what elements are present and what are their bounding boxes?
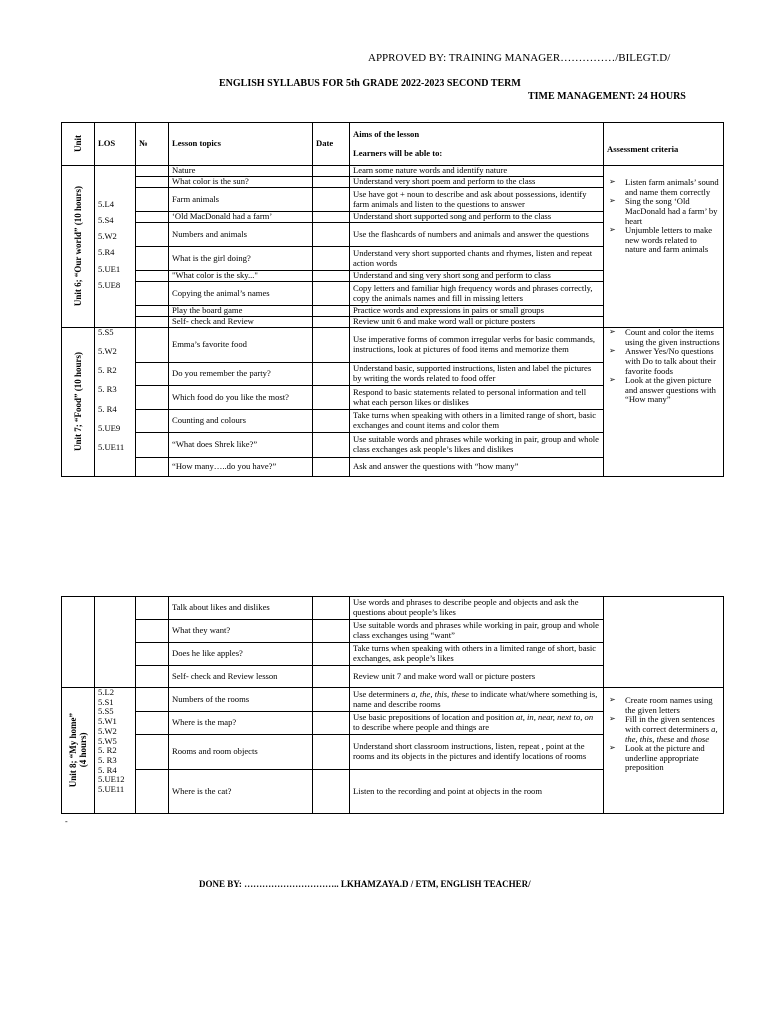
number-cell <box>136 247 169 271</box>
date-cell <box>313 386 350 410</box>
lesson-topic: Farm animals <box>169 188 313 212</box>
lesson-aim: Understand very short poem and perform to the class <box>350 177 604 188</box>
lesson-aim: Respond to basic statements related to personal information and tell what each person likes or dislikes <box>350 386 604 410</box>
header-date: Date <box>313 123 350 166</box>
los-code: 5. R2 <box>98 365 117 376</box>
number-cell <box>136 282 169 306</box>
unit8-row <box>62 688 724 712</box>
date-cell <box>313 620 350 643</box>
unit8-label-hours: (4 hours) <box>78 733 88 768</box>
assessment-item: ➢ Listen farm animals’ sound and name them correctly <box>625 178 720 197</box>
unit7-label-cell <box>62 328 95 477</box>
number-cell <box>136 735 169 770</box>
unit7-assessment <box>604 328 724 477</box>
los-code: 5. R4 <box>98 403 117 414</box>
number-cell <box>136 223 169 247</box>
syllabus-table-page-part-1 <box>61 122 724 477</box>
lesson-topic: “How many…..do you have?” <box>169 458 313 477</box>
document-title: ENGLISH SYLLABUS FOR 5th GRADE 2022-2023 SECOND TERM <box>219 78 521 89</box>
assessment-item: ➢ Sing the song ‘Old MacDonald had a farm’ by heart <box>625 197 720 226</box>
los-code: 5. R3 <box>98 754 117 765</box>
date-cell <box>313 643 350 666</box>
lesson-aim <box>350 712 604 735</box>
unit6-los-cell <box>95 166 136 328</box>
lesson-topic: Copying the animal’s names <box>169 282 313 306</box>
unit7-continued-row <box>62 597 724 620</box>
unit7-label: Unit 7; “Food” (10 hours) <box>72 352 83 452</box>
assessment-text: Fill in the given sentences with correct determiners <box>625 714 715 734</box>
date-cell <box>313 212 350 223</box>
approval-line: APPROVED BY: TRAINING MANAGER……………/BILEGT.D/ <box>368 52 671 64</box>
table-header-row <box>62 123 724 166</box>
date-cell <box>313 223 350 247</box>
lesson-topic: Counting and colours <box>169 410 313 433</box>
date-cell <box>313 328 350 363</box>
number-cell <box>136 188 169 212</box>
unit8-rows <box>62 688 724 814</box>
unit8-label-title: Unit 8; “My home” <box>67 713 78 788</box>
number-cell <box>136 363 169 386</box>
unit6-label: Unit 6; “Our world” (10 hours) <box>72 186 83 307</box>
lesson-aim: Take turns when speaking with others in a limited range of short, basic exchanges and count items and color them <box>350 410 604 433</box>
unit8-label-cell <box>62 688 95 814</box>
lesson-aim: Understand very short supported chants and rhymes, listen and repeat action words <box>350 247 604 271</box>
lesson-aim: Use the flashcards of numbers and animals and answer the questions <box>350 223 604 247</box>
header-aims: Aims of the lesson Learners will be able to: <box>350 123 604 166</box>
unit7-rows <box>62 328 724 477</box>
los-code: 5.W1 <box>98 716 117 727</box>
number-cell <box>136 271 169 282</box>
lesson-topic: Self- check and Review <box>169 317 313 328</box>
assessment-emphasis: a, the, this, these <box>625 723 718 744</box>
lesson-topic: Rooms and room objects <box>169 735 313 770</box>
assessment-item: ➢ Look at the picture and underline appropriate preposition <box>625 744 720 773</box>
number-cell <box>136 458 169 477</box>
number-cell <box>136 620 169 643</box>
assessment-list <box>607 178 720 255</box>
lesson-aim: Use suitable words and phrases while working in pair, group and whole class exchanges ask people’s likes and dislikes <box>350 433 604 458</box>
los-code: 5.S5 <box>98 706 114 717</box>
lesson-topic: "What color is the sky..." <box>169 271 313 282</box>
assessment-item: ➢ Create room names using the given letters <box>625 696 720 715</box>
number-cell <box>136 317 169 328</box>
lesson-aim: Learn some nature words and identify nature <box>350 166 604 177</box>
number-cell <box>136 306 169 317</box>
los-code: 5.L4 <box>98 199 114 209</box>
lesson-topic: Numbers and animals <box>169 223 313 247</box>
los-code: 5.UE11 <box>98 784 125 795</box>
date-cell <box>313 282 350 306</box>
assessment-item: ➢ Count and color the items using the given instructions <box>625 328 720 347</box>
number-cell <box>136 666 169 688</box>
lesson-aim: Ask and answer the questions with “how many” <box>350 458 604 477</box>
lesson-topic: What color is the sun? <box>169 177 313 188</box>
los-code: 5.UE12 <box>98 774 125 785</box>
number-cell <box>136 433 169 458</box>
assessment-item: ➢ Unjumble letters to make new words related to nature and farm animals <box>625 226 720 255</box>
date-cell <box>313 188 350 212</box>
lesson-aim: Use have got + noun to describe and ask about possessions, identify farm animals and listen to the questions to answer <box>350 188 604 212</box>
lesson-topic: ‘Old MacDonald had a farm’ <box>169 212 313 223</box>
lesson-aim: Practice words and expressions in pairs or small groups <box>350 306 604 317</box>
lesson-aim: Understand short classroom instructions, listen, repeat , point at the rooms and its objects in the pictures and identify locations of rooms <box>350 735 604 770</box>
number-cell <box>136 597 169 620</box>
los-code: 5.S1 <box>98 696 114 707</box>
number-cell <box>136 328 169 363</box>
lesson-aim: Take turns when speaking with others in a limited range of short, basic exchanges, ask people’s likes <box>350 643 604 666</box>
assessment-list <box>607 696 720 773</box>
lesson-aim <box>350 688 604 712</box>
time-management: TIME MANAGEMENT: 24 HOURS <box>528 91 686 102</box>
los-code: 5. R4 <box>98 764 117 775</box>
number-cell <box>136 712 169 735</box>
los-code: 5. R2 <box>98 745 117 756</box>
aim-text: Use basic prepositions of location and position <box>353 712 517 723</box>
lesson-topic: What they want? <box>169 620 313 643</box>
lesson-topic: Where is the map? <box>169 712 313 735</box>
lesson-aim: Use words and phrases to describe people and objects and ask the questions about people’s likes <box>350 597 604 620</box>
date-cell <box>313 458 350 477</box>
header-number: № <box>136 123 169 166</box>
unit6-rows <box>62 166 724 328</box>
lesson-aim: Understand and sing very short song and perform to class <box>350 271 604 282</box>
los-code: 5.S4 <box>98 215 114 226</box>
lesson-aim: Listen to the recording and point at objects in the room <box>350 770 604 814</box>
los-code: 5.UE11 <box>98 441 125 452</box>
aim-text: to describe where people and things are <box>353 722 490 732</box>
lesson-topic: “What does Shrek like?” <box>169 433 313 458</box>
lesson-topic: Numbers of the rooms <box>169 688 313 712</box>
unit7-continued-rows <box>62 597 724 688</box>
aim-text: to indicate what/where something is, name and describe rooms <box>353 688 598 709</box>
aim-emphasis: a, the, this, these <box>411 688 469 699</box>
lesson-topic: What is the girl doing? <box>169 247 313 271</box>
done-by-line: DONE BY: ………………………….. LKHAMZAYA.D / ETM, ENGLISH TEACHER/ <box>199 879 531 889</box>
los-code: 5.S5 <box>98 327 114 337</box>
lesson-topic: Emma’s favorite food <box>169 328 313 363</box>
number-cell <box>136 386 169 410</box>
los-code: 5.W2 <box>98 725 117 736</box>
unit-cell-empty <box>62 597 95 688</box>
los-cell-empty <box>95 597 136 688</box>
lesson-aim: Understand basic, supported instructions, listen and label the pictures by writing the words related to food offer <box>350 363 604 386</box>
unit8-assessment <box>604 688 724 814</box>
unit6-row <box>62 166 724 177</box>
lesson-topic: Self- check and Review lesson <box>169 666 313 688</box>
unit6-label-cell <box>62 166 95 328</box>
number-cell <box>136 212 169 223</box>
lesson-aim: Copy letters and familiar high frequency words and phrases correctly, copy the animals names and fill in missing letters <box>350 282 604 306</box>
lesson-aim: Understand short supported song and perform to the class <box>350 212 604 223</box>
syllabus-table-page-part-2 <box>61 596 724 814</box>
header-lesson-topics: Lesson topics <box>169 123 313 166</box>
number-cell <box>136 688 169 712</box>
assessment-emphasis: those <box>690 733 710 744</box>
date-cell <box>313 363 350 386</box>
date-cell <box>313 247 350 271</box>
number-cell <box>136 410 169 433</box>
lesson-topic: Which food do you like the most? <box>169 386 313 410</box>
stray-mark: - <box>65 817 68 826</box>
los-code: 5.UE9 <box>98 422 121 433</box>
lesson-aim: Use suitable words and phrases while working in pair, group and whole class exchanges using “want” <box>350 620 604 643</box>
date-cell <box>313 271 350 282</box>
los-code: 5.W5 <box>98 735 117 746</box>
assessment-item: ➢ Answer Yes/No questions with Do to talk about their favorite foods <box>625 347 720 376</box>
date-cell <box>313 177 350 188</box>
date-cell <box>313 770 350 814</box>
unit6-assessment <box>604 166 724 328</box>
unit8-los-cell <box>95 688 136 814</box>
date-cell <box>313 317 350 328</box>
unit8-label <box>68 713 88 787</box>
los-code: 5. R3 <box>98 384 117 395</box>
number-cell <box>136 177 169 188</box>
assessment-item <box>625 715 720 744</box>
aim-text: Use determiners <box>353 688 412 699</box>
los-code: 5.W2 <box>98 346 117 357</box>
date-cell <box>313 688 350 712</box>
lesson-aim: Review unit 6 and make word wall or picture posters <box>350 317 604 328</box>
unit7-row <box>62 328 724 363</box>
header-assessment: Assessment criteria <box>604 123 724 166</box>
los-code: 5.W2 <box>98 231 117 242</box>
assessment-item: ➢ Look at the given picture and answer questions with “How many” <box>625 376 720 405</box>
date-cell <box>313 166 350 177</box>
lesson-topic: Do you remember the party? <box>169 363 313 386</box>
date-cell <box>313 433 350 458</box>
date-cell <box>313 597 350 620</box>
los-code: 5.L2 <box>98 687 114 697</box>
lesson-aim: Use imperative forms of common irregular verbs for basic commands, instructions, look at pictures of food items and memorize them <box>350 328 604 363</box>
date-cell <box>313 306 350 317</box>
aim-emphasis: at, in, near, next to, on <box>516 712 594 723</box>
number-cell <box>136 643 169 666</box>
assessment-cell-empty <box>604 597 724 688</box>
los-code: 5.UE8 <box>98 279 121 290</box>
date-cell <box>313 712 350 735</box>
assessment-text: and <box>674 733 691 744</box>
header-los: LOS <box>95 123 136 166</box>
lesson-topic: Play the board game <box>169 306 313 317</box>
lesson-topic: Talk about likes and dislikes <box>169 597 313 620</box>
date-cell <box>313 735 350 770</box>
date-cell <box>313 410 350 433</box>
lesson-topic: Where is the cat? <box>169 770 313 814</box>
unit7-los-cell <box>95 328 136 477</box>
lesson-aim: Review unit 7 and make word wall or picture posters <box>350 666 604 688</box>
header-unit: Unit <box>62 123 95 166</box>
date-cell <box>313 666 350 688</box>
number-cell <box>136 770 169 814</box>
lesson-topic: Nature <box>169 166 313 177</box>
lesson-topic: Does he like apples? <box>169 643 313 666</box>
los-code: 5.R4 <box>98 247 115 258</box>
number-cell <box>136 166 169 177</box>
assessment-list <box>607 328 720 405</box>
los-code: 5.UE1 <box>98 263 121 274</box>
